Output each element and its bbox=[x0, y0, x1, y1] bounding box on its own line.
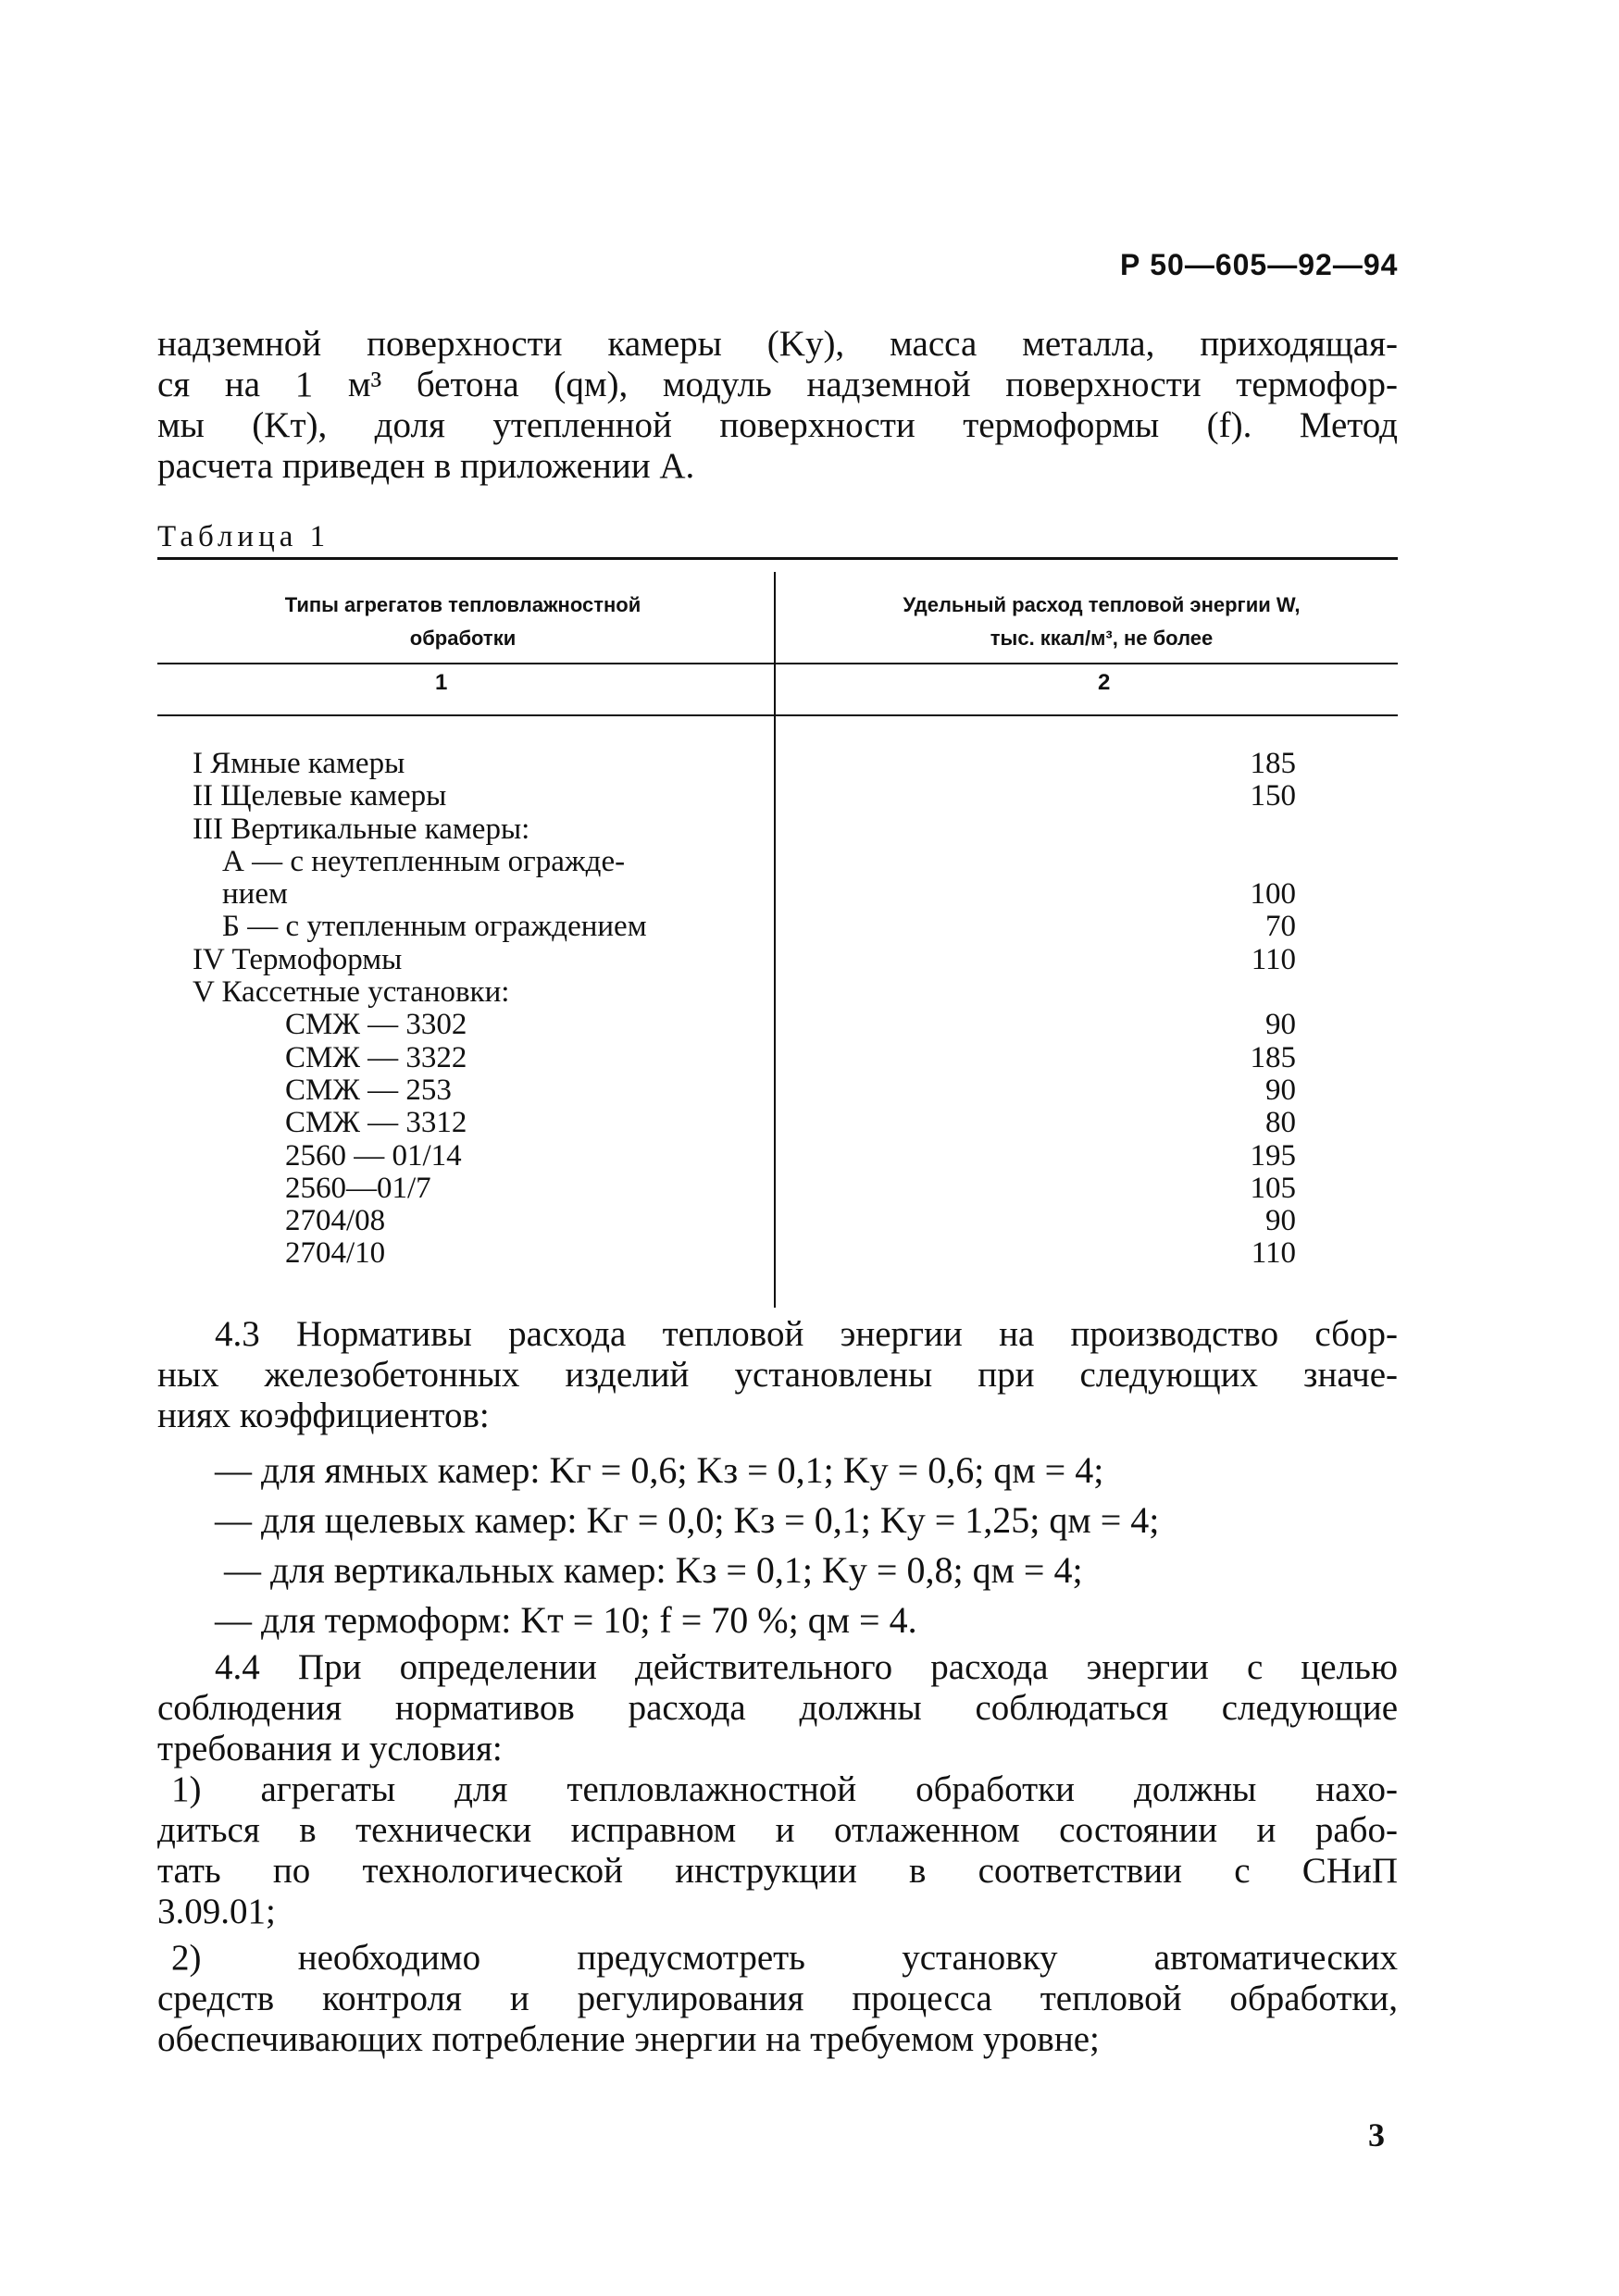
header-rule bbox=[157, 663, 1398, 664]
table-row bbox=[157, 1009, 1398, 1041]
table-row bbox=[157, 878, 1398, 911]
row-value: 110 bbox=[1251, 942, 1296, 976]
table-row bbox=[157, 813, 1398, 846]
requirement-line: 2) необходимо предусмотреть установку автоматических bbox=[171, 1938, 1398, 1978]
row-name: А — с неутепленным огражде- bbox=[222, 844, 626, 878]
row-value: 90 bbox=[1265, 1073, 1296, 1107]
row-name: V Кассетные установки: bbox=[193, 975, 510, 1010]
intro-line: ся на 1 м³ бетона (qм), модуль надземной поверхности термофор- bbox=[157, 365, 1398, 404]
row-name: III Вертикальные камеры: bbox=[193, 812, 530, 846]
row-value: 110 bbox=[1251, 1236, 1296, 1271]
table-row bbox=[157, 846, 1398, 878]
requirement-1 bbox=[157, 1769, 1398, 1932]
requirement-line: 1) агрегаты для тепловлажностной обработки должны нахо- bbox=[171, 1769, 1398, 1809]
row-value: 185 bbox=[1250, 1040, 1296, 1074]
row-name: 2704/10 bbox=[285, 1236, 386, 1271]
row-name: нием bbox=[222, 877, 288, 912]
row-value: 90 bbox=[1265, 1204, 1296, 1238]
row-name: 2560—01/7 bbox=[285, 1171, 431, 1205]
row-value: 105 bbox=[1250, 1171, 1296, 1205]
col2-header bbox=[805, 589, 1398, 655]
row-name: IV Термоформы bbox=[193, 942, 403, 976]
col1-header-line: Типы агрегатов тепловлажностной bbox=[284, 593, 641, 616]
table-row bbox=[157, 1237, 1398, 1270]
table-body bbox=[157, 748, 1398, 1271]
formula-line: — для щелевых камер: Kг = 0,0; Kз = 0,1; Kу = 1,25; qм = 4; bbox=[215, 1499, 1160, 1541]
row-name: СМЖ — 3322 bbox=[285, 1040, 467, 1074]
col2-header-line: Удельный расход тепловой энергии W, bbox=[903, 593, 1301, 616]
intro-paragraph bbox=[157, 324, 1398, 487]
table-row bbox=[157, 1107, 1398, 1139]
section-line: 4.4 При определении действительного расхода энергии с целью bbox=[215, 1647, 1398, 1687]
section-line: требования и условия: bbox=[157, 1729, 503, 1769]
table-row bbox=[157, 911, 1398, 943]
table-row bbox=[157, 1173, 1398, 1205]
col2-number: 2 bbox=[1098, 670, 1111, 695]
section-4-3 bbox=[157, 1314, 1398, 1436]
row-value: 100 bbox=[1250, 877, 1296, 912]
section-line: соблюдения нормативов расхода должны соблюдаться следующие bbox=[157, 1688, 1398, 1728]
row-name: II Щелевые камеры bbox=[193, 779, 447, 813]
row-name: 2704/08 bbox=[285, 1204, 386, 1238]
requirement-line: обеспечивающих потребление энергии на требуемом уровне; bbox=[157, 2019, 1100, 2059]
row-name: Б — с утепленным ограждением bbox=[222, 910, 647, 944]
formula-line: — для ямных камер: Kг = 0,6; Kз = 0,1; Kу = 0,6; qм = 4; bbox=[215, 1449, 1104, 1491]
table-row bbox=[157, 748, 1398, 780]
table-row bbox=[157, 1074, 1398, 1107]
table-row bbox=[157, 944, 1398, 976]
table-top-rule bbox=[157, 557, 1398, 560]
row-value: 195 bbox=[1250, 1138, 1296, 1173]
row-value: 185 bbox=[1250, 747, 1296, 780]
formula-line: — для термоформ: Kт = 10; f = 70 %; qм = 4. bbox=[215, 1599, 917, 1641]
col1-header-line: обработки bbox=[409, 627, 517, 650]
requirement-line: 3.09.01; bbox=[157, 1892, 276, 1931]
row-value: 150 bbox=[1250, 779, 1296, 813]
table-row bbox=[157, 1042, 1398, 1074]
row-value: 90 bbox=[1265, 1008, 1296, 1042]
document-code: Р 50—605—92—94 bbox=[1120, 248, 1399, 281]
table-row bbox=[157, 976, 1398, 1009]
table-row bbox=[157, 1140, 1398, 1173]
row-value: 70 bbox=[1265, 910, 1296, 944]
section-line: ных железобетонных изделий установлены при следующих значе- bbox=[157, 1355, 1398, 1395]
row-value: 80 bbox=[1265, 1106, 1296, 1140]
table-row bbox=[157, 780, 1398, 813]
col1-number: 1 bbox=[435, 670, 448, 695]
intro-line: мы (Kт), доля утепленной поверхности термоформы (f). Метод bbox=[157, 405, 1398, 445]
requirement-2 bbox=[157, 1938, 1398, 2060]
col1-header bbox=[185, 589, 741, 655]
col2-header-line: тыс. ккал/м³, не более bbox=[990, 627, 1214, 650]
row-name: СМЖ — 253 bbox=[285, 1073, 452, 1107]
section-line: ниях коэффициентов: bbox=[157, 1396, 490, 1435]
intro-line: расчета приведен в приложении А. bbox=[157, 446, 695, 486]
requirement-line: средств контроля и регулирования процесса тепловой обработки, bbox=[157, 1979, 1398, 2018]
number-rule bbox=[157, 714, 1398, 716]
requirement-line: диться в технически исправном и отлаженном состоянии и рабо- bbox=[157, 1810, 1398, 1850]
section-line: 4.3 Нормативы расхода тепловой энергии на производство сбор- bbox=[215, 1314, 1398, 1354]
row-name: СМЖ — 3312 bbox=[285, 1106, 467, 1140]
page-number: 3 bbox=[1368, 2116, 1385, 2153]
row-name: СМЖ — 3302 bbox=[285, 1008, 467, 1042]
section-4-4 bbox=[157, 1647, 1398, 1769]
table-caption: Таблица 1 bbox=[157, 520, 330, 553]
requirement-line: тать по технологической инструкции в соответствии с СНиП bbox=[157, 1851, 1398, 1891]
row-name: I Ямные камеры bbox=[193, 747, 405, 780]
formula-line: — для вертикальных камер: Kз = 0,1; Kу = 0,8; qм = 4; bbox=[224, 1549, 1083, 1591]
table-row bbox=[157, 1205, 1398, 1237]
row-name: 2560 — 01/14 bbox=[285, 1138, 462, 1173]
intro-line: надземной поверхности камеры (Kу), масса металла, приходящая- bbox=[157, 324, 1398, 364]
